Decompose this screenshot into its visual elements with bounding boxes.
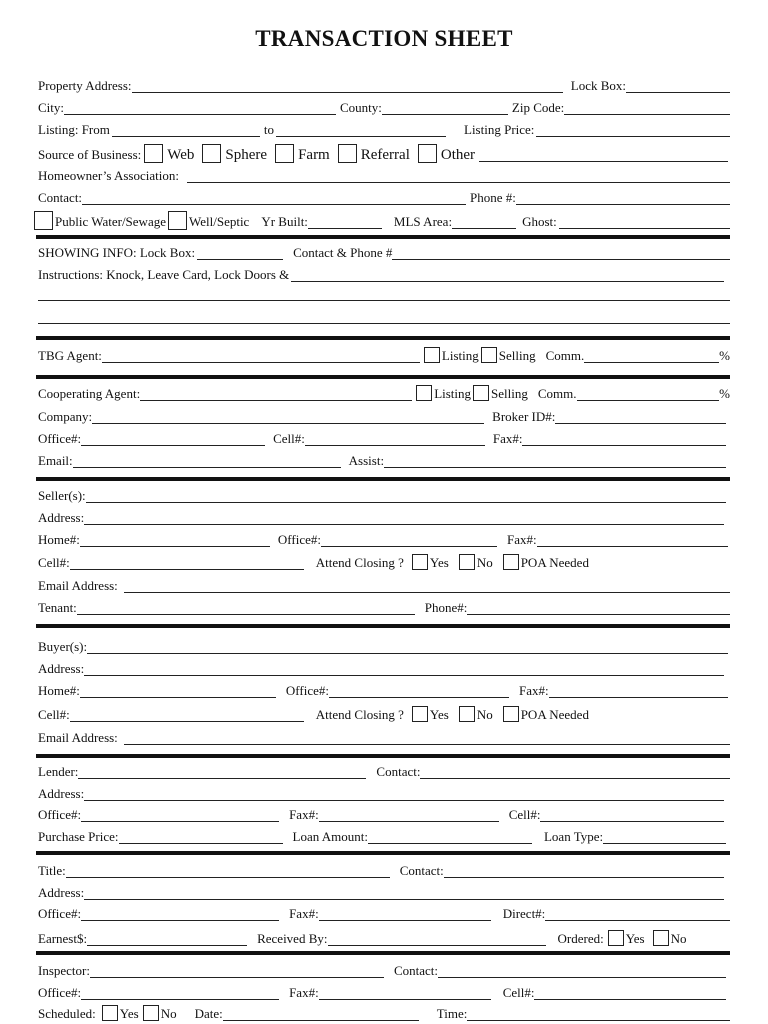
section-divider: [36, 235, 730, 239]
buyer-email-label: Email Address:: [38, 730, 118, 745]
seller-cell-row: [38, 553, 730, 571]
inspector-office-field[interactable]: [81, 985, 279, 1000]
lender-cell-field[interactable]: [540, 807, 724, 822]
buyer-yes-checkbox[interactable]: [412, 706, 428, 722]
listing-from-field[interactable]: [112, 122, 260, 137]
buyer-home-label: Home#:: [38, 683, 80, 698]
instructions-row: [38, 265, 730, 283]
source-label: Source of Business:: [38, 147, 142, 162]
buyer-cell-row: [38, 705, 730, 723]
buyer-address-label: Address:: [38, 661, 85, 676]
tbg-listing-checkbox[interactable]: [424, 347, 440, 363]
source-row: [38, 143, 730, 163]
coop-email-field[interactable]: [73, 453, 341, 468]
seller-email-row: [38, 576, 730, 594]
buyer-no-checkbox[interactable]: [459, 706, 475, 722]
property-address-row: [38, 76, 730, 94]
listing-to-field[interactable]: [276, 122, 446, 137]
buyer-no-label: No: [476, 707, 493, 722]
lender-address-label: Address:: [38, 786, 85, 801]
buyer-office-field[interactable]: [329, 683, 509, 698]
buyer-email-row: [38, 728, 730, 746]
loan-type-label: Loan Type:: [543, 829, 604, 844]
other-checkbox[interactable]: [418, 144, 437, 163]
seller-yes-label: Yes: [429, 555, 449, 570]
inspector-contact-field[interactable]: [438, 963, 726, 978]
utilities-row: [34, 210, 730, 230]
seller-office-field[interactable]: [321, 532, 497, 547]
loan-amount-label: Loan Amount:: [292, 829, 368, 844]
ordered-yes-checkbox[interactable]: [608, 930, 624, 946]
other-label: Other: [440, 147, 476, 163]
inspector-contact-label: Contact:: [393, 963, 439, 978]
buyer-email-field[interactable]: [124, 730, 730, 745]
lender-row: [38, 762, 730, 780]
buyer-poa-checkbox[interactable]: [503, 706, 519, 722]
scheduled-no-checkbox[interactable]: [143, 1005, 159, 1021]
seller-home-label: Home#:: [38, 532, 80, 547]
showing-row: [38, 243, 730, 261]
time-field[interactable]: [467, 1006, 730, 1021]
date-field[interactable]: [223, 1006, 419, 1021]
loan-amount-field[interactable]: [368, 829, 532, 844]
tenant-row: [38, 598, 730, 616]
seller-field[interactable]: [86, 488, 726, 503]
scheduled-label: Scheduled:: [38, 1006, 96, 1021]
section-divider: [36, 624, 730, 628]
city-field[interactable]: [64, 100, 336, 115]
title-address-field[interactable]: [84, 885, 724, 900]
earnest-field[interactable]: [87, 931, 247, 946]
received-by-field[interactable]: [328, 931, 546, 946]
mls-area-label: MLS Area:: [393, 214, 453, 229]
listing-price-label: Listing Price:: [464, 122, 535, 137]
inspector-phone-row: [38, 983, 730, 1001]
buyer-fax-label: Fax#:: [518, 683, 549, 698]
coop-cell-label: Cell#:: [273, 431, 305, 446]
title-office-field[interactable]: [81, 906, 279, 921]
other-field[interactable]: [479, 147, 728, 162]
earnest-row: [38, 929, 730, 947]
mls-area-field[interactable]: [452, 214, 516, 229]
lender-cell-label: Cell#:: [508, 807, 541, 822]
seller-cell-label: Cell#:: [38, 555, 70, 570]
seller-no-label: No: [476, 555, 493, 570]
scheduled-yes-checkbox[interactable]: [102, 1005, 118, 1021]
coop-cell-field[interactable]: [305, 431, 485, 446]
showing-lockbox-field[interactable]: [197, 245, 283, 260]
title-row: [38, 861, 730, 879]
seller-poa-checkbox[interactable]: [503, 554, 519, 570]
coop-office-row: [38, 429, 730, 447]
company-field[interactable]: [92, 409, 484, 424]
lender-address-row: [38, 784, 730, 802]
scheduled-row: [38, 1004, 730, 1022]
title-phone-row: [38, 904, 730, 922]
broker-id-label: Broker ID#:: [492, 409, 556, 424]
lender-office-label: Office#:: [38, 807, 82, 822]
title-address-label: Address:: [38, 885, 85, 900]
purchase-price-label: Purchase Price:: [38, 829, 119, 844]
title-direct-field[interactable]: [545, 906, 730, 921]
date-label: Date:: [194, 1006, 223, 1021]
ghost-label: Ghost:: [522, 214, 557, 229]
coop-fax-field[interactable]: [522, 431, 726, 446]
phone-field[interactable]: [516, 190, 730, 205]
buyer-poa-label: POA Needed: [520, 707, 589, 722]
buyer-attend-label: Attend Closing ?: [315, 707, 404, 722]
seller-email-field[interactable]: [124, 578, 730, 593]
buyer-fax-field[interactable]: [549, 683, 728, 698]
broker-id-field[interactable]: [555, 409, 726, 424]
lender-office-field[interactable]: [81, 807, 279, 822]
title-fax-label: Fax#:: [289, 906, 319, 921]
buyer-address-field[interactable]: [84, 661, 724, 676]
inspector-label: Inspector:: [38, 963, 90, 978]
section-divider: [36, 477, 730, 481]
seller-yes-checkbox[interactable]: [412, 554, 428, 570]
seller-address-field[interactable]: [84, 510, 724, 525]
county-label: County:: [340, 100, 382, 115]
section-divider: [36, 754, 730, 758]
tbg-selling-checkbox[interactable]: [481, 347, 497, 363]
company-label: Company:: [38, 409, 93, 424]
title-label: Title:: [38, 863, 66, 878]
lender-phone-row: [38, 805, 730, 823]
inspector-cell-label: Cell#:: [502, 985, 535, 1000]
well-septic-label: Well/Septic: [189, 214, 250, 229]
lender-address-field[interactable]: [84, 786, 724, 801]
contact-row: [38, 188, 730, 206]
seller-fax-field[interactable]: [537, 532, 728, 547]
listing-from-label: Listing: From: [38, 122, 110, 137]
seller-fax-label: Fax#:: [506, 532, 537, 547]
section-divider: [36, 336, 730, 340]
property-address-field[interactable]: [132, 78, 563, 93]
instructions-label: Instructions: Knock, Leave Card, Lock Doors &: [38, 267, 290, 282]
tbg-comm-label: Comm.: [545, 348, 585, 363]
buyer-home-field[interactable]: [80, 683, 276, 698]
purchase-price-field[interactable]: [119, 829, 283, 844]
instructions-field[interactable]: [291, 267, 724, 282]
listing-to-label: to: [263, 122, 274, 137]
lender-contact-label: Contact:: [376, 764, 421, 779]
instructions-line-2[interactable]: [38, 300, 730, 301]
tenant-phone-field[interactable]: [467, 600, 730, 615]
contact-label: Contact:: [38, 190, 83, 205]
title-address-row: [38, 883, 730, 901]
price-row: [38, 827, 730, 845]
showing-lockbox-label: SHOWING INFO: Lock Box:: [38, 245, 196, 260]
loan-type-field[interactable]: [603, 829, 726, 844]
title-field[interactable]: [66, 863, 390, 878]
tbg-selling-label: Selling: [498, 348, 536, 363]
inspector-field[interactable]: [90, 963, 384, 978]
title-contact-label: Contact:: [399, 863, 444, 878]
section-divider: [36, 951, 730, 955]
seller-cell-field[interactable]: [70, 555, 304, 570]
hoa-field[interactable]: [187, 168, 730, 183]
tbg-comm-field[interactable]: [584, 348, 719, 363]
scheduled-no-label: No: [160, 1006, 177, 1021]
coop-email-label: Email:: [38, 453, 73, 468]
yr-built-label: Yr Built:: [261, 214, 308, 229]
instructions-line-3[interactable]: [38, 323, 730, 324]
earnest-label: Earnest$:: [38, 931, 88, 946]
county-field[interactable]: [382, 100, 508, 115]
public-water-label: Public Water/Sewage: [55, 214, 166, 229]
tbg-pct-label: %: [719, 348, 730, 363]
time-label: Time:: [436, 1006, 468, 1021]
coop-fax-label: Fax#:: [492, 431, 523, 446]
buyer-yes-label: Yes: [429, 707, 449, 722]
ordered-no-checkbox[interactable]: [653, 930, 669, 946]
page-title: TRANSACTION SHEET: [255, 26, 513, 51]
zip-field[interactable]: [564, 100, 730, 115]
company-row: [38, 407, 730, 425]
sphere-checkbox[interactable]: [202, 144, 221, 163]
assist-label: Assist:: [348, 453, 385, 468]
coop-comm-label: Comm.: [537, 386, 577, 401]
seller-phone-row: [38, 530, 730, 548]
showing-contact-label: Contact & Phone #: [293, 245, 393, 260]
section-divider: [36, 851, 730, 855]
coop-office-label: Office#:: [38, 431, 82, 446]
seller-home-field[interactable]: [80, 532, 270, 547]
tenant-phone-label: Phone#:: [424, 600, 468, 615]
yr-built-field[interactable]: [308, 214, 382, 229]
buyer-cell-field[interactable]: [70, 707, 304, 722]
buyer-address-row: [38, 659, 730, 677]
coop-listing-checkbox[interactable]: [416, 385, 432, 401]
lender-label: Lender:: [38, 764, 79, 779]
seller-poa-label: POA Needed: [520, 555, 589, 570]
lender-field[interactable]: [78, 764, 366, 779]
seller-address-row: [38, 508, 730, 526]
tbg-listing-label: Listing: [441, 348, 479, 363]
public-water-checkbox[interactable]: [34, 211, 53, 230]
referral-checkbox[interactable]: [338, 144, 357, 163]
seller-row: [38, 486, 730, 504]
zip-label: Zip Code:: [511, 100, 565, 115]
inspector-office-label: Office#:: [38, 985, 82, 1000]
lender-fax-label: Fax#:: [289, 807, 319, 822]
hoa-row: [38, 166, 730, 184]
buyer-phone-row: [38, 681, 730, 699]
lock-box-field[interactable]: [626, 78, 730, 93]
seller-label: Seller(s):: [38, 488, 86, 503]
scheduled-yes-label: Yes: [119, 1006, 139, 1021]
inspector-row: [38, 961, 730, 979]
ordered-yes-label: Yes: [625, 931, 645, 946]
coop-office-field[interactable]: [81, 431, 265, 446]
tenant-label: Tenant:: [38, 600, 77, 615]
buyer-label: Buyer(s):: [38, 639, 88, 654]
coop-comm-field[interactable]: [577, 386, 720, 401]
title-contact-field[interactable]: [444, 863, 724, 878]
hoa-label: Homeowner’s Association:: [38, 168, 179, 183]
coop-agent-label: Cooperating Agent:: [38, 386, 141, 401]
tenant-field[interactable]: [77, 600, 415, 615]
title-office-label: Office#:: [38, 906, 82, 921]
showing-contact-field[interactable]: [392, 245, 730, 260]
buyer-field[interactable]: [87, 639, 728, 654]
farm-checkbox[interactable]: [275, 144, 294, 163]
lender-fax-field[interactable]: [319, 807, 499, 822]
coop-selling-label: Selling: [491, 386, 528, 401]
ordered-label: Ordered:: [557, 931, 604, 946]
seller-attend-label: Attend Closing ?: [315, 555, 404, 570]
lock-box-label: Lock Box:: [570, 78, 626, 93]
title-direct-label: Direct#:: [502, 906, 546, 921]
web-label: Web: [167, 147, 195, 163]
coop-listing-label: Listing: [434, 386, 472, 401]
inspector-cell-field[interactable]: [534, 985, 726, 1000]
ordered-no-label: No: [670, 931, 687, 946]
seller-email-label: Email Address:: [38, 578, 118, 593]
lender-contact-field[interactable]: [420, 764, 730, 779]
tbg-agent-row: [38, 346, 730, 364]
coop-agent-row: [38, 384, 730, 402]
contact-field[interactable]: [82, 190, 466, 205]
seller-no-checkbox[interactable]: [459, 554, 475, 570]
title-fax-field[interactable]: [319, 906, 491, 921]
seller-office-label: Office#:: [277, 532, 321, 547]
assist-field[interactable]: [384, 453, 726, 468]
listing-row: [38, 120, 730, 138]
inspector-fax-field[interactable]: [319, 985, 491, 1000]
city-row: [38, 98, 730, 116]
tbg-agent-field[interactable]: [102, 348, 420, 363]
sphere-label: Sphere: [225, 147, 268, 163]
seller-address-label: Address:: [38, 510, 85, 525]
received-by-label: Received By:: [257, 931, 328, 946]
buyer-office-label: Office#:: [285, 683, 329, 698]
buyer-cell-label: Cell#:: [38, 707, 70, 722]
farm-label: Farm: [298, 147, 330, 163]
coop-agent-field[interactable]: [140, 386, 412, 401]
referral-label: Referral: [360, 147, 410, 163]
phone-label: Phone #:: [470, 190, 516, 205]
coop-selling-checkbox[interactable]: [473, 385, 489, 401]
well-septic-checkbox[interactable]: [168, 211, 187, 230]
coop-pct-label: %: [719, 386, 730, 401]
tbg-agent-label: TBG Agent:: [38, 348, 102, 363]
listing-price-field[interactable]: [536, 122, 730, 137]
inspector-fax-label: Fax#:: [289, 985, 319, 1000]
city-label: City:: [38, 100, 65, 115]
ghost-field[interactable]: [559, 214, 730, 229]
coop-email-row: [38, 451, 730, 469]
buyer-row: [38, 637, 730, 655]
property-address-label: Property Address:: [38, 78, 132, 93]
web-checkbox[interactable]: [144, 144, 163, 163]
section-divider: [36, 375, 730, 379]
